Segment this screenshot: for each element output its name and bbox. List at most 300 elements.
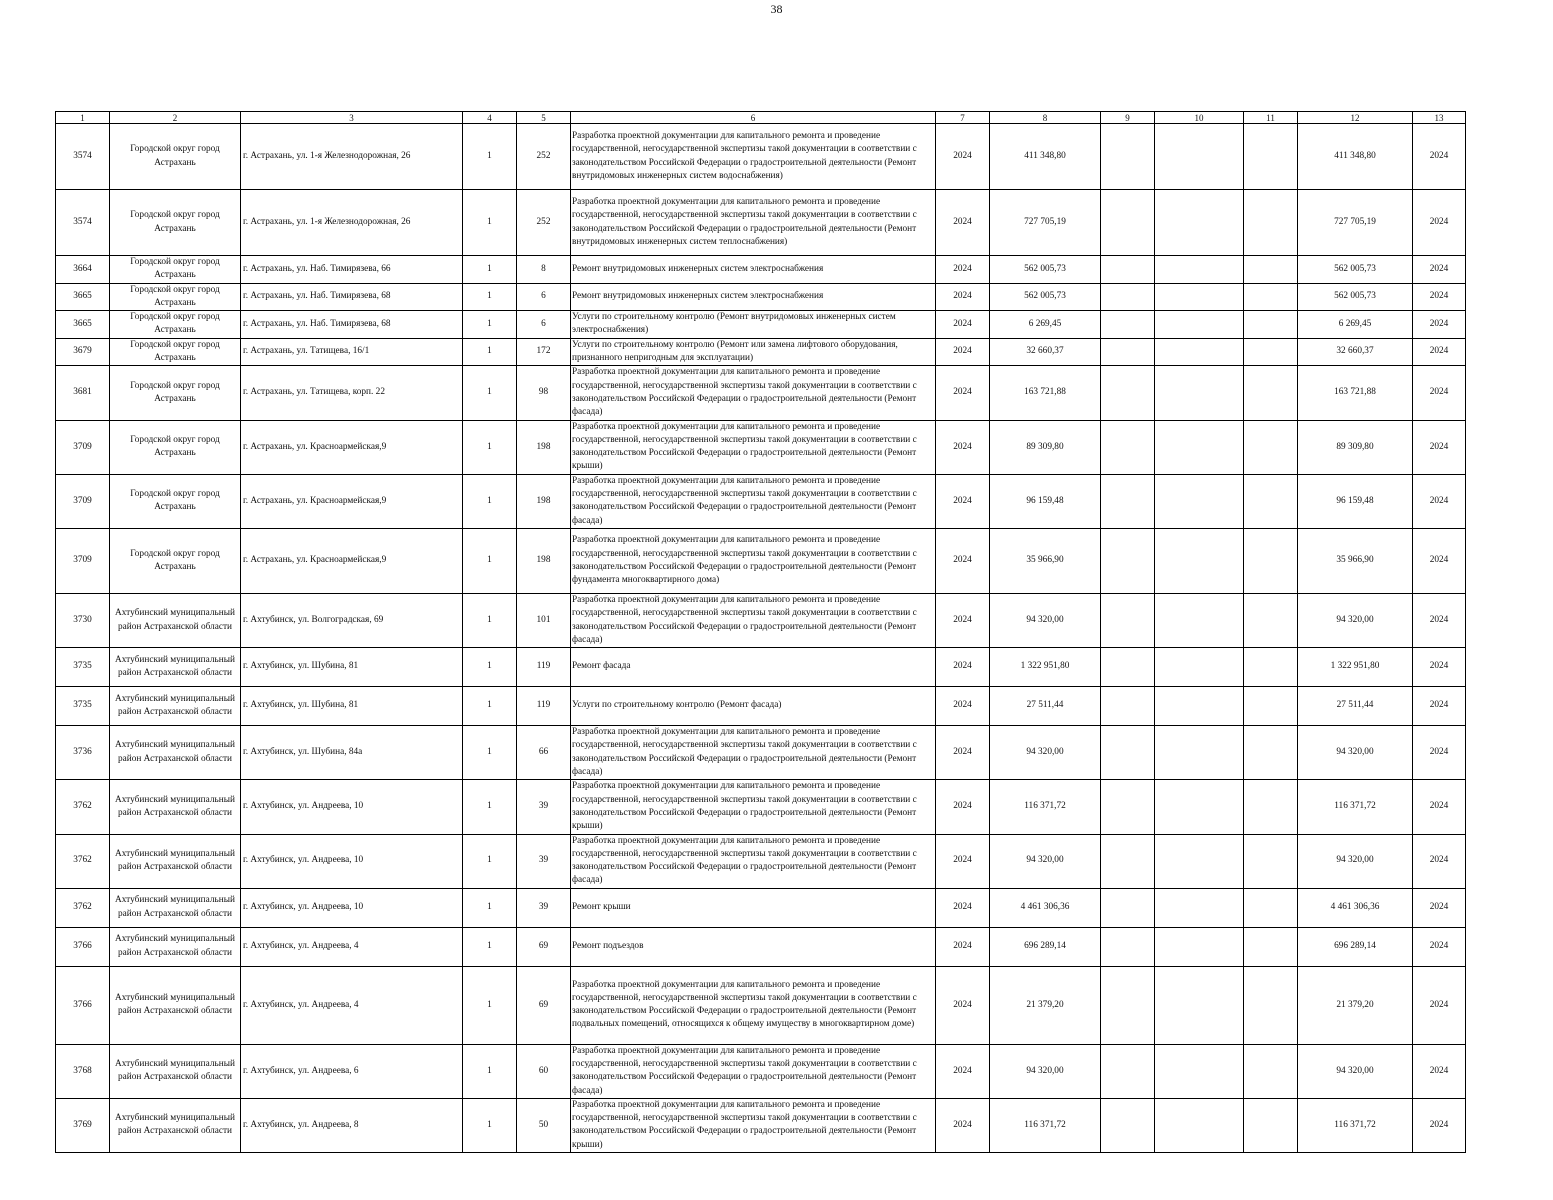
cell-work-description: Разработка проектной документации для капитального ремонта и проведение государственной, негосударственной экспертизы такой документации в соответствии с законодательством Российской Федерации о градостроительной деятельности (Ремонт фундамента многоквартирного дома) — [571, 528, 936, 593]
cell-completion-year: 2024 — [1413, 1098, 1466, 1152]
cell-completion-year: 2024 — [1413, 528, 1466, 593]
cell-col-4: 1 — [463, 338, 517, 366]
cell-col-10 — [1155, 528, 1244, 593]
cell-col-5: 50 — [517, 1098, 571, 1152]
cell-col-10 — [1155, 420, 1244, 474]
cell-municipality: Ахтубинский муниципальный район Астраханской области — [110, 687, 241, 726]
cell-col-9 — [1101, 1098, 1155, 1152]
cell-cost: 89 309,80 — [990, 420, 1101, 474]
cell-address: г. Астрахань, ул. 1-я Железнодорожная, 26 — [241, 190, 463, 256]
cell-year: 2024 — [936, 528, 990, 593]
cell-work-description: Разработка проектной документации для капитального ремонта и проведение государственной, негосударственной экспертизы такой документации в соответствии с законодательством Российской Федерации о градостроительной деятельности (Ремонт подвальных помещений, относящихся к общему имуществу в многоквартирном доме) — [571, 966, 936, 1044]
cell-work-description: Ремонт подъездов — [571, 927, 936, 966]
cell-col-9 — [1101, 687, 1155, 726]
cell-cost: 94 320,00 — [990, 726, 1101, 780]
cell-col-4: 1 — [463, 256, 517, 284]
cell-cost: 94 320,00 — [990, 1044, 1101, 1098]
cell-total-cost: 35 966,90 — [1298, 528, 1413, 593]
cell-total-cost: 94 320,00 — [1298, 1044, 1413, 1098]
cell-year: 2024 — [936, 834, 990, 888]
cell-address: г. Астрахань, ул. Наб. Тимирязева, 68 — [241, 283, 463, 311]
cell-municipality: Городской округ город Астрахань — [110, 528, 241, 593]
table-row — [56, 366, 1466, 420]
cell-col-11 — [1244, 311, 1298, 339]
cell-cost: 21 379,20 — [990, 966, 1101, 1044]
cell-col-5: 252 — [517, 124, 571, 190]
table-row — [56, 283, 1466, 311]
cell-row-id: 3574 — [56, 190, 110, 256]
cell-col-11 — [1244, 593, 1298, 647]
cell-col-4: 1 — [463, 1044, 517, 1098]
cell-row-id: 3762 — [56, 780, 110, 834]
cell-work-description: Разработка проектной документации для капитального ремонта и проведение государственной, негосударственной экспертизы такой документации в соответствии с законодательством Российской Федерации о градостроительной деятельности (Ремонт фасада) — [571, 593, 936, 647]
cell-completion-year: 2024 — [1413, 124, 1466, 190]
cell-total-cost: 116 371,72 — [1298, 1098, 1413, 1152]
cell-col-9 — [1101, 528, 1155, 593]
cell-work-description: Услуги по строительному контролю (Ремонт внутридомовых инженерных систем электроснабжения) — [571, 311, 936, 339]
column-header: 7 — [936, 112, 990, 124]
cell-col-4: 1 — [463, 648, 517, 687]
cell-col-5: 198 — [517, 420, 571, 474]
cell-year: 2024 — [936, 366, 990, 420]
cell-total-cost: 96 159,48 — [1298, 474, 1413, 528]
column-header: 13 — [1413, 112, 1466, 124]
cell-work-description: Разработка проектной документации для капитального ремонта и проведение государственной, негосударственной экспертизы такой документации в соответствии с законодательством Российской Федерации о градостроительной деятельности (Ремонт фасада) — [571, 366, 936, 420]
cell-year: 2024 — [936, 124, 990, 190]
cell-row-id: 3679 — [56, 338, 110, 366]
cell-col-4: 1 — [463, 311, 517, 339]
cell-row-id: 3766 — [56, 966, 110, 1044]
cell-total-cost: 562 005,73 — [1298, 256, 1413, 284]
cell-total-cost: 116 371,72 — [1298, 780, 1413, 834]
cell-col-4: 1 — [463, 927, 517, 966]
cell-total-cost: 89 309,80 — [1298, 420, 1413, 474]
cell-address: г. Астрахань, ул. Наб. Тимирязева, 68 — [241, 311, 463, 339]
cell-row-id: 3768 — [56, 1044, 110, 1098]
cell-work-description: Разработка проектной документации для капитального ремонта и проведение государственной, негосударственной экспертизы такой документации в соответствии с законодательством Российской Федерации о градостроительной деятельности (Ремонт фасада) — [571, 726, 936, 780]
cell-col-10 — [1155, 593, 1244, 647]
cell-work-description: Разработка проектной документации для капитального ремонта и проведение государственной, негосударственной экспертизы такой документации в соответствии с законодательством Российской Федерации о градостроительной деятельности (Ремонт фасада) — [571, 474, 936, 528]
cell-completion-year: 2024 — [1413, 366, 1466, 420]
cell-year: 2024 — [936, 927, 990, 966]
cell-municipality: Городской округ город Астрахань — [110, 283, 241, 311]
cell-address: г. Ахтубинск, ул. Андреева, 6 — [241, 1044, 463, 1098]
page-number: 38 — [770, 2, 783, 16]
cell-completion-year: 2024 — [1413, 927, 1466, 966]
cell-address: г. Астрахань, ул. Татищева, 16/1 — [241, 338, 463, 366]
column-header: 6 — [571, 112, 936, 124]
cell-col-10 — [1155, 366, 1244, 420]
cell-row-id: 3681 — [56, 366, 110, 420]
cell-municipality: Ахтубинский муниципальный район Астраханской области — [110, 927, 241, 966]
cell-address: г. Ахтубинск, ул. Андреева, 10 — [241, 780, 463, 834]
cell-col-9 — [1101, 474, 1155, 528]
cell-col-5: 66 — [517, 726, 571, 780]
cell-col-5: 60 — [517, 1044, 571, 1098]
cell-col-9 — [1101, 256, 1155, 284]
cell-col-10 — [1155, 780, 1244, 834]
cell-municipality: Городской округ город Астрахань — [110, 124, 241, 190]
cell-address: г. Ахтубинск, ул. Андреева, 4 — [241, 966, 463, 1044]
cell-col-9 — [1101, 338, 1155, 366]
column-header: 3 — [241, 112, 463, 124]
cell-municipality: Городской округ город Астрахань — [110, 190, 241, 256]
cell-col-10 — [1155, 648, 1244, 687]
cell-address: г. Ахтубинск, ул. Андреева, 10 — [241, 888, 463, 927]
cell-col-11 — [1244, 966, 1298, 1044]
column-header: 8 — [990, 112, 1101, 124]
cell-col-9 — [1101, 780, 1155, 834]
cell-cost: 35 966,90 — [990, 528, 1101, 593]
cell-col-9 — [1101, 283, 1155, 311]
cell-col-10 — [1155, 256, 1244, 284]
cell-col-10 — [1155, 1044, 1244, 1098]
cell-col-5: 101 — [517, 593, 571, 647]
cell-address: г. Астрахань, ул. Красноармейская,9 — [241, 420, 463, 474]
cell-row-id: 3735 — [56, 648, 110, 687]
cell-col-9 — [1101, 726, 1155, 780]
cell-municipality: Ахтубинский муниципальный район Астраханской области — [110, 1044, 241, 1098]
cell-address: г. Ахтубинск, ул. Андреева, 8 — [241, 1098, 463, 1152]
cell-col-5: 39 — [517, 780, 571, 834]
cell-col-9 — [1101, 1044, 1155, 1098]
cell-row-id: 3665 — [56, 283, 110, 311]
cell-col-4: 1 — [463, 366, 517, 420]
cell-col-4: 1 — [463, 474, 517, 528]
table-row — [56, 1098, 1466, 1152]
cell-col-11 — [1244, 474, 1298, 528]
cell-col-4: 1 — [463, 966, 517, 1044]
cell-cost: 1 322 951,80 — [990, 648, 1101, 687]
cell-cost: 116 371,72 — [990, 1098, 1101, 1152]
cell-total-cost: 727 705,19 — [1298, 190, 1413, 256]
cell-year: 2024 — [936, 1044, 990, 1098]
column-header: 4 — [463, 112, 517, 124]
cell-cost: 562 005,73 — [990, 256, 1101, 284]
cell-col-10 — [1155, 338, 1244, 366]
cell-municipality: Ахтубинский муниципальный район Астраханской области — [110, 888, 241, 927]
cell-row-id: 3766 — [56, 927, 110, 966]
cell-cost: 4 461 306,36 — [990, 888, 1101, 927]
column-header: 1 — [56, 112, 110, 124]
cell-col-11 — [1244, 888, 1298, 927]
cell-work-description: Разработка проектной документации для капитального ремонта и проведение государственной, негосударственной экспертизы такой документации в соответствии с законодательством Российской Федерации о градостроительной деятельности (Ремонт внутридомовых инженерных систем теплоснабжения) — [571, 190, 936, 256]
cell-work-description: Услуги по строительному контролю (Ремонт или замена лифтового оборудования, признанного непригодным для эксплуатации) — [571, 338, 936, 366]
cell-year: 2024 — [936, 726, 990, 780]
cell-cost: 6 269,45 — [990, 311, 1101, 339]
cell-col-9 — [1101, 834, 1155, 888]
cell-col-9 — [1101, 593, 1155, 647]
column-header: 10 — [1155, 112, 1244, 124]
cell-total-cost: 163 721,88 — [1298, 366, 1413, 420]
cell-address: г. Ахтубинск, ул. Шубина, 81 — [241, 648, 463, 687]
cell-total-cost: 27 511,44 — [1298, 687, 1413, 726]
cell-col-11 — [1244, 648, 1298, 687]
cell-col-4: 1 — [463, 780, 517, 834]
cell-completion-year: 2024 — [1413, 888, 1466, 927]
cell-row-id: 3762 — [56, 834, 110, 888]
cell-completion-year: 2024 — [1413, 726, 1466, 780]
cell-col-4: 1 — [463, 687, 517, 726]
cell-row-id: 3664 — [56, 256, 110, 284]
cell-total-cost: 21 379,20 — [1298, 966, 1413, 1044]
cell-col-4: 1 — [463, 283, 517, 311]
cell-address: г. Ахтубинск, ул. Шубина, 81 — [241, 687, 463, 726]
cell-col-11 — [1244, 780, 1298, 834]
table-row — [56, 256, 1466, 284]
cell-col-11 — [1244, 1098, 1298, 1152]
cell-completion-year: 2024 — [1413, 834, 1466, 888]
cell-municipality: Ахтубинский муниципальный район Астраханской области — [110, 648, 241, 687]
table-row — [56, 420, 1466, 474]
cell-col-10 — [1155, 124, 1244, 190]
cell-col-4: 1 — [463, 726, 517, 780]
cell-completion-year: 2024 — [1413, 1044, 1466, 1098]
cell-col-5: 6 — [517, 311, 571, 339]
cell-total-cost: 94 320,00 — [1298, 593, 1413, 647]
cell-col-10 — [1155, 927, 1244, 966]
cell-municipality: Ахтубинский муниципальный район Астраханской области — [110, 593, 241, 647]
cell-year: 2024 — [936, 888, 990, 927]
cell-col-4: 1 — [463, 834, 517, 888]
cell-col-5: 119 — [517, 687, 571, 726]
cell-col-10 — [1155, 726, 1244, 780]
cell-year: 2024 — [936, 966, 990, 1044]
table-row — [56, 1044, 1466, 1098]
cell-cost: 727 705,19 — [990, 190, 1101, 256]
cell-row-id: 3574 — [56, 124, 110, 190]
cell-col-11 — [1244, 420, 1298, 474]
table-row — [56, 528, 1466, 593]
cell-row-id: 3736 — [56, 726, 110, 780]
cell-municipality: Городской округ город Астрахань — [110, 338, 241, 366]
cell-col-5: 172 — [517, 338, 571, 366]
cell-municipality: Ахтубинский муниципальный район Астраханской области — [110, 834, 241, 888]
cell-year: 2024 — [936, 593, 990, 647]
cell-completion-year: 2024 — [1413, 311, 1466, 339]
cell-col-4: 1 — [463, 420, 517, 474]
cell-year: 2024 — [936, 648, 990, 687]
column-header: 9 — [1101, 112, 1155, 124]
cell-work-description: Ремонт крыши — [571, 888, 936, 927]
cell-municipality: Городской округ город Астрахань — [110, 474, 241, 528]
cell-work-description: Разработка проектной документации для капитального ремонта и проведение государственной, негосударственной экспертизы такой документации в соответствии с законодательством Российской Федерации о градостроительной деятельности (Ремонт крыши) — [571, 780, 936, 834]
cell-col-11 — [1244, 283, 1298, 311]
cell-row-id: 3730 — [56, 593, 110, 647]
cell-cost: 94 320,00 — [990, 834, 1101, 888]
cell-work-description: Разработка проектной документации для капитального ремонта и проведение государственной, негосударственной экспертизы такой документации в соответствии с законодательством Российской Федерации о градостроительной деятельности (Ремонт фасада) — [571, 1044, 936, 1098]
cell-work-description: Разработка проектной документации для капитального ремонта и проведение государственной, негосударственной экспертизы такой документации в соответствии с законодательством Российской Федерации о градостроительной деятельности (Ремонт крыши) — [571, 1098, 936, 1152]
cell-row-id: 3709 — [56, 420, 110, 474]
cell-completion-year: 2024 — [1413, 283, 1466, 311]
cell-col-10 — [1155, 1098, 1244, 1152]
cell-col-9 — [1101, 648, 1155, 687]
column-header: 5 — [517, 112, 571, 124]
column-header: 11 — [1244, 112, 1298, 124]
cell-col-10 — [1155, 283, 1244, 311]
cell-work-description: Ремонт внутридомовых инженерных систем электроснабжения — [571, 283, 936, 311]
cell-address: г. Астрахань, ул. 1-я Железнодорожная, 26 — [241, 124, 463, 190]
cell-year: 2024 — [936, 687, 990, 726]
cell-completion-year: 2024 — [1413, 338, 1466, 366]
table-row — [56, 593, 1466, 647]
cell-address: г. Астрахань, ул. Наб. Тимирязева, 66 — [241, 256, 463, 284]
cell-total-cost: 1 322 951,80 — [1298, 648, 1413, 687]
cell-year: 2024 — [936, 190, 990, 256]
cell-col-11 — [1244, 834, 1298, 888]
cell-col-9 — [1101, 888, 1155, 927]
cell-col-9 — [1101, 190, 1155, 256]
table-row — [56, 474, 1466, 528]
cell-year: 2024 — [936, 1098, 990, 1152]
cell-total-cost: 696 289,14 — [1298, 927, 1413, 966]
cell-year: 2024 — [936, 474, 990, 528]
cell-municipality: Городской округ город Астрахань — [110, 366, 241, 420]
cell-municipality: Ахтубинский муниципальный район Астраханской области — [110, 726, 241, 780]
cell-col-11 — [1244, 687, 1298, 726]
cell-completion-year: 2024 — [1413, 593, 1466, 647]
cell-completion-year: 2024 — [1413, 420, 1466, 474]
cell-address: г. Астрахань, ул. Татищева, корп. 22 — [241, 366, 463, 420]
cell-col-10 — [1155, 687, 1244, 726]
cell-cost: 96 159,48 — [990, 474, 1101, 528]
cell-row-id: 3665 — [56, 311, 110, 339]
cell-col-10 — [1155, 966, 1244, 1044]
cell-year: 2024 — [936, 311, 990, 339]
table-row — [56, 966, 1466, 1044]
cell-col-10 — [1155, 474, 1244, 528]
cell-col-11 — [1244, 256, 1298, 284]
cell-completion-year: 2024 — [1413, 190, 1466, 256]
cell-cost: 562 005,73 — [990, 283, 1101, 311]
cell-municipality: Городской округ город Астрахань — [110, 256, 241, 284]
table-row — [56, 927, 1466, 966]
cell-municipality: Ахтубинский муниципальный район Астраханской области — [110, 1098, 241, 1152]
cell-address: г. Ахтубинск, ул. Волгоградская, 69 — [241, 593, 463, 647]
cell-col-5: 39 — [517, 888, 571, 927]
cell-completion-year: 2024 — [1413, 780, 1466, 834]
cell-col-5: 198 — [517, 474, 571, 528]
cell-col-5: 8 — [517, 256, 571, 284]
cell-work-description: Разработка проектной документации для капитального ремонта и проведение государственной, негосударственной экспертизы такой документации в соответствии с законодательством Российской Федерации о градостроительной деятельности (Ремонт фасада) — [571, 834, 936, 888]
cell-col-11 — [1244, 927, 1298, 966]
cell-col-11 — [1244, 366, 1298, 420]
cell-row-id: 3709 — [56, 474, 110, 528]
cell-row-id: 3762 — [56, 888, 110, 927]
cell-col-11 — [1244, 190, 1298, 256]
table-row — [56, 726, 1466, 780]
cell-col-5: 69 — [517, 927, 571, 966]
cell-address: г. Ахтубинск, ул. Андреева, 10 — [241, 834, 463, 888]
table-row — [56, 311, 1466, 339]
cell-cost: 27 511,44 — [990, 687, 1101, 726]
cell-col-10 — [1155, 190, 1244, 256]
cell-col-4: 1 — [463, 888, 517, 927]
table-row — [56, 648, 1466, 687]
table-row — [56, 780, 1466, 834]
cell-col-5: 98 — [517, 366, 571, 420]
cell-cost: 163 721,88 — [990, 366, 1101, 420]
cell-col-4: 1 — [463, 190, 517, 256]
cell-total-cost: 4 461 306,36 — [1298, 888, 1413, 927]
cell-col-11 — [1244, 124, 1298, 190]
cell-col-9 — [1101, 927, 1155, 966]
cell-municipality: Городской округ город Астрахань — [110, 311, 241, 339]
cell-col-5: 39 — [517, 834, 571, 888]
table-row — [56, 338, 1466, 366]
cell-col-4: 1 — [463, 528, 517, 593]
cell-completion-year: 2024 — [1413, 687, 1466, 726]
cell-year: 2024 — [936, 338, 990, 366]
table-row — [56, 124, 1466, 190]
cell-col-10 — [1155, 834, 1244, 888]
cell-year: 2024 — [936, 420, 990, 474]
cell-total-cost: 94 320,00 — [1298, 834, 1413, 888]
cell-col-5: 69 — [517, 966, 571, 1044]
cell-municipality: Ахтубинский муниципальный район Астраханской области — [110, 966, 241, 1044]
cell-address: г. Ахтубинск, ул. Андреева, 4 — [241, 927, 463, 966]
cell-col-5: 252 — [517, 190, 571, 256]
cell-cost: 94 320,00 — [990, 593, 1101, 647]
works-table — [55, 111, 1466, 1153]
cell-address: г. Астрахань, ул. Красноармейская,9 — [241, 528, 463, 593]
cell-row-id: 3709 — [56, 528, 110, 593]
cell-col-9 — [1101, 420, 1155, 474]
cell-col-9 — [1101, 366, 1155, 420]
cell-col-5: 119 — [517, 648, 571, 687]
cell-col-11 — [1244, 338, 1298, 366]
table-header-row — [56, 112, 1466, 124]
cell-municipality: Ахтубинский муниципальный район Астраханской области — [110, 780, 241, 834]
cell-col-5: 6 — [517, 283, 571, 311]
cell-work-description: Ремонт фасада — [571, 648, 936, 687]
cell-col-10 — [1155, 888, 1244, 927]
column-header: 12 — [1298, 112, 1413, 124]
cell-row-id: 3769 — [56, 1098, 110, 1152]
cell-row-id: 3735 — [56, 687, 110, 726]
cell-work-description: Ремонт внутридомовых инженерных систем электроснабжения — [571, 256, 936, 284]
cell-col-9 — [1101, 124, 1155, 190]
cell-col-10 — [1155, 311, 1244, 339]
cell-col-11 — [1244, 1044, 1298, 1098]
cell-cost: 696 289,14 — [990, 927, 1101, 966]
cell-completion-year: 2024 — [1413, 256, 1466, 284]
cell-work-description: Разработка проектной документации для капитального ремонта и проведение государственной, негосударственной экспертизы такой документации в соответствии с законодательством Российской Федерации о градостроительной деятельности (Ремонт внутридомовых инженерных систем водоснабжения) — [571, 124, 936, 190]
cell-year: 2024 — [936, 780, 990, 834]
cell-total-cost: 94 320,00 — [1298, 726, 1413, 780]
cell-col-4: 1 — [463, 124, 517, 190]
table-row — [56, 687, 1466, 726]
cell-cost: 116 371,72 — [990, 780, 1101, 834]
cell-work-description: Разработка проектной документации для капитального ремонта и проведение государственной, негосударственной экспертизы такой документации в соответствии с законодательством Российской Федерации о градостроительной деятельности (Ремонт крыши) — [571, 420, 936, 474]
cell-total-cost: 32 660,37 — [1298, 338, 1413, 366]
cell-completion-year: 2024 — [1413, 474, 1466, 528]
table-row — [56, 888, 1466, 927]
cell-total-cost: 411 348,80 — [1298, 124, 1413, 190]
cell-col-9 — [1101, 311, 1155, 339]
cell-total-cost: 562 005,73 — [1298, 283, 1413, 311]
cell-cost: 411 348,80 — [990, 124, 1101, 190]
cell-year: 2024 — [936, 283, 990, 311]
cell-col-4: 1 — [463, 593, 517, 647]
cell-work-description: Услуги по строительному контролю (Ремонт фасада) — [571, 687, 936, 726]
cell-total-cost: 6 269,45 — [1298, 311, 1413, 339]
cell-cost: 32 660,37 — [990, 338, 1101, 366]
cell-year: 2024 — [936, 256, 990, 284]
cell-col-4: 1 — [463, 1098, 517, 1152]
cell-completion-year: 2024 — [1413, 648, 1466, 687]
cell-col-11 — [1244, 528, 1298, 593]
